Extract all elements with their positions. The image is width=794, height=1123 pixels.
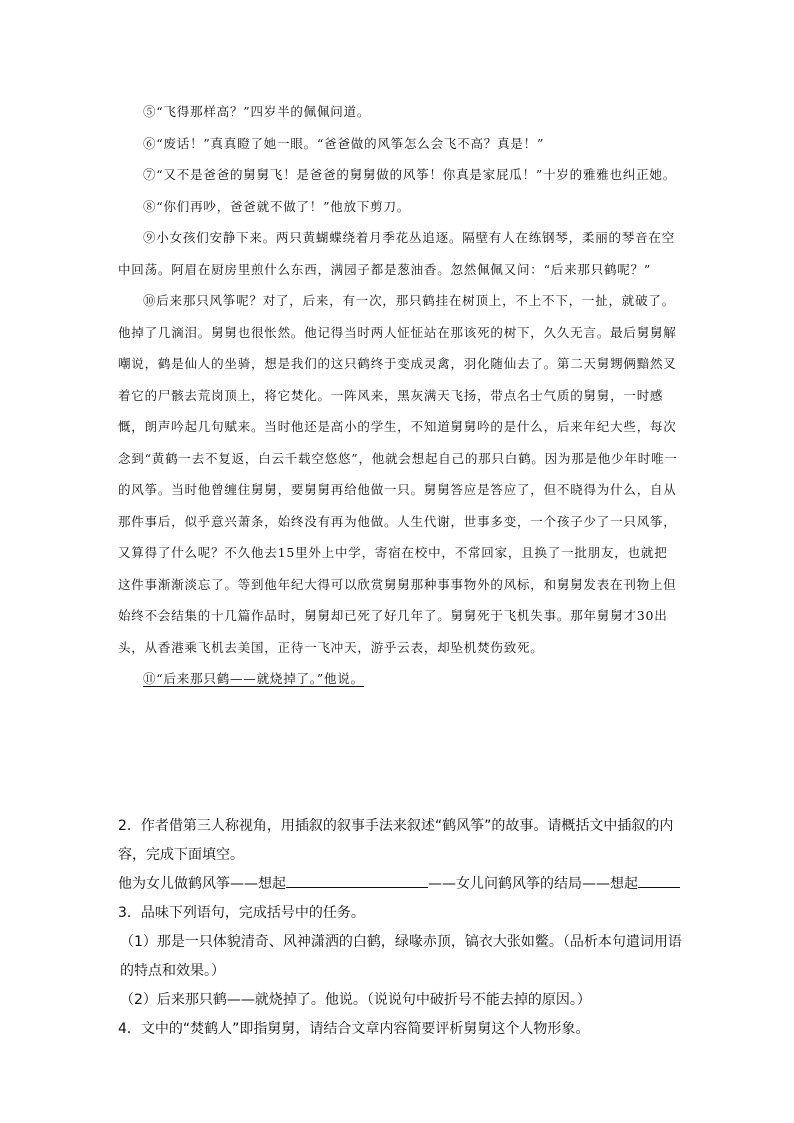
paragraph-8: ⑧“你们再吵，爸爸就不做了！”他放下剪刀。: [143, 198, 411, 214]
paragraph-9: ⑨小女孩们安静下来。两只黄蝴蝶绕着月季花丛追逐。隔壁有人在练钢琴，柔丽的琴音在空中回荡。阿眉在厨房里煎什么东西，满园子都是葱油香。忽然佩佩又问：“后来那只鹤呢？”: [118, 230, 676, 277]
paragraph-7: ⑦“又不是爸爸的舅舅飞！是爸爸的舅舅做的风筝！你真是家屁瓜！”十岁的雅雅也纠正她。: [143, 167, 677, 182]
paragraph-5: ⑤“飞得那样高？”四岁半的佩佩问道。: [143, 104, 371, 119]
questions-section: [118, 812, 688, 1044]
question-3-1: （1）那是一只体貌清奇、风神潇洒的白鹤，绿喙赤顶，镐衣大张如鳖。（品析本句遣词用语的特点和效果。）: [120, 934, 682, 979]
paragraph-10: ⑩后来那只风筝呢？对了，后来，有一次，那只鹤挂在树顶上，不上不下，一扯，就破了。他掉了几滴泪。舅舅也很怅然。他记得当时两人怔怔站在那该死的树下，久久无言。最后舅舅解嘲说，鹤是仙人的坐骑，想是我们的这只鹤终于变成灵禽，羽化随仙去了。第二天舅甥俩黯然叉着它的尸骸去荒岗顶上，将它焚化。一阵风来，黑灰满天飞扬，带点名士气质的舅舅，一时感慨，朗声吟起几句赋来。当时他还是高小的学生，不知道舅舅吟的是什么，后来年纪大些，每次念到“黄鹤一去不复返，白云千载空悠悠”，他就会想起自己的那只白鹤。因为那是他少年时唯一的风筝。当时他曾缠住舅舅，要舅舅再给他做一只。舅舅答应是答应了，但不晓得为什么，自从那件事后，似乎意兴萧条，始终没有再为他做。人生代谢，世事多变，一个孩子少了一只风筝，又算得了什么呢？不久他去15里外上中学，寄宿在校中，不常回家，且换了一批朋友，也就把这件事渐渐淡忘了。等到他年纪大得可以欣赏舅舅那种事事物外的风标，和舅舅发表在刊物上但始终不会结集的十几篇作品时，舅舅却已死了好几年了。舅舅死于飞机失事。那年舅舅才30出头，从香港乘飞机去美国，正待一飞冲天，游乎云表，却坠机焚伤致死。: [118, 293, 678, 655]
paragraph-11: [118, 663, 678, 695]
answer-blank-1[interactable]: [286, 873, 428, 888]
question-3: 3．品味下列语句，完成括号中的任务。: [118, 905, 365, 921]
story-passage: [118, 96, 678, 695]
paragraph-6: ⑥“废话！”真真瞪了她一眼。“爸爸做的风筝怎么会飞不高？真是！”: [143, 135, 545, 151]
question-2-fill-a: 他为女儿做鹤风筝——想起: [118, 876, 286, 892]
question-3-2: （2）后来那只鹤——就烧掉了。他说。（说说句中破折号不能去掉的原因。）: [120, 992, 591, 1008]
question-2-fill-b: ——女儿问鹤风筝的结局——想起: [428, 876, 638, 892]
question-4: 4．文中的“焚鹤人”即指舅舅，请结合文章内容简要评析舅舅这个人物形象。: [118, 1021, 590, 1037]
paragraph-11-underlined: ⑪“后来那只鹤——就烧掉了。”他说。: [143, 671, 364, 686]
question-2-fill: [118, 870, 688, 899]
answer-blank-2[interactable]: [638, 873, 680, 888]
question-2: 2．作者借第三人称视角，用插叙的叙事手法来叙述“鹤风筝”的故事。请概括文中插叙的内容，完成下面填空。: [118, 818, 674, 863]
